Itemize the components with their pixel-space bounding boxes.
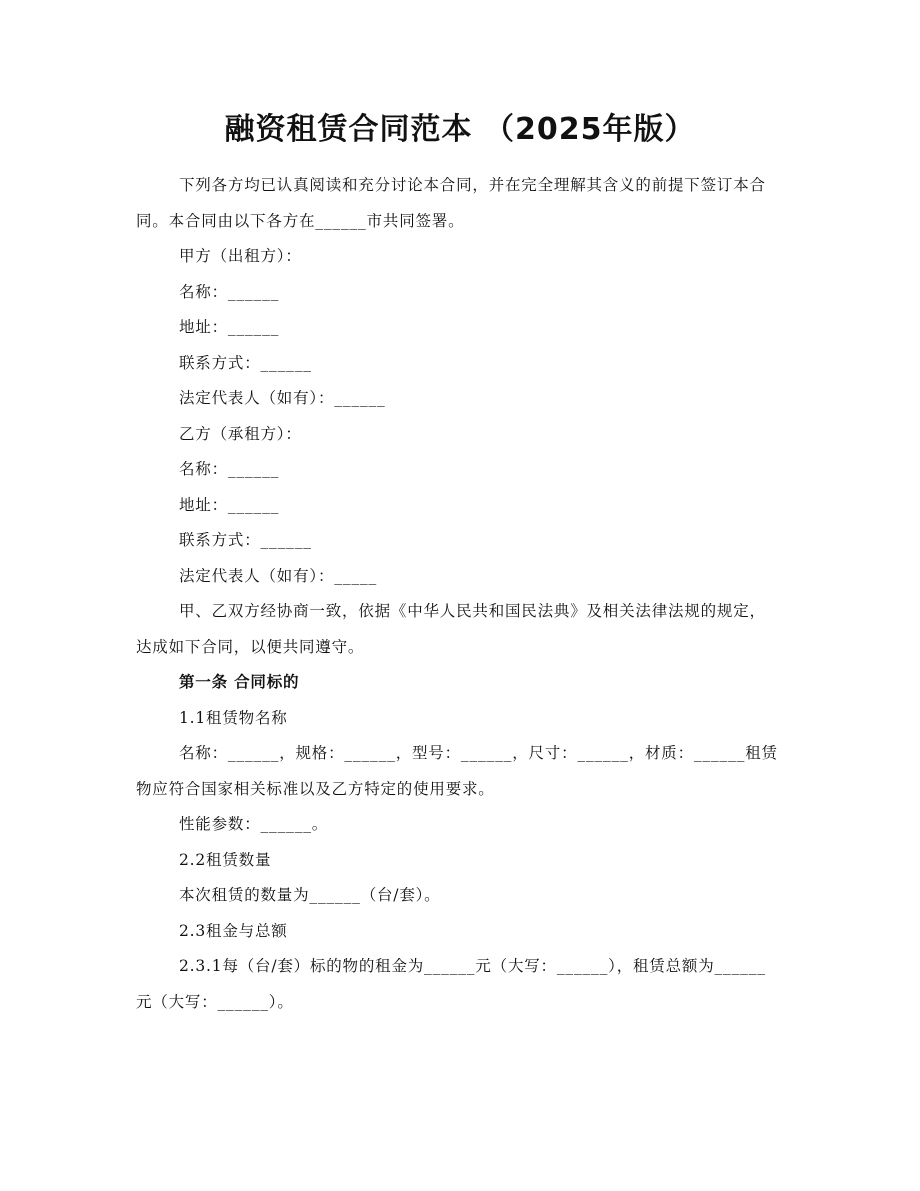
party-a-name: 名称：______ xyxy=(179,282,280,301)
document-title: 融资租赁合同范本 （2025年版） xyxy=(224,112,696,147)
party-b-representative: 法定代表人（如有）：_____ xyxy=(179,566,378,585)
party-a-representative: 法定代表人（如有）：______ xyxy=(179,389,386,407)
party-a-address: 地址：______ xyxy=(179,318,280,336)
section-2-3-heading: 2.3租金与总额 xyxy=(179,921,288,940)
section-1-1-heading: 1.1租赁物名称 xyxy=(179,708,288,727)
party-b-address: 地址：______ xyxy=(179,495,280,514)
agreement-paragraph: 甲、乙双方经协商一致，依据《中华人民共和国民法典》及相关法律法规的规定，达成如下合同，以便共同遵守。 xyxy=(136,602,766,656)
lease-item-spec-paragraph: 名称：______，规格：______，型号：______，尺寸：______，材质：______租赁物应符合国家相关标准以及乙方特定的使用要求。 xyxy=(136,744,778,798)
party-a-heading: 甲方（出租方）： xyxy=(179,247,302,265)
performance-params: 性能参数：______。 xyxy=(179,815,329,833)
party-b-contact: 联系方式：______ xyxy=(179,531,312,549)
article-1-heading: 第一条 合同标的 xyxy=(179,673,300,691)
preamble-paragraph: 下列各方均已认真阅读和充分讨论本合同，并在完全理解其含义的前提下签订本合同。本合同由以下各方在______市共同签署。 xyxy=(136,176,766,230)
party-b-name: 名称：______ xyxy=(179,460,280,478)
rent-amount-paragraph: 2.3.1每（台/套）标的物的租金为______元（大写：______），租赁总额为______元（大写：______）。 xyxy=(136,957,766,1011)
section-2-2-heading: 2.2租赁数量 xyxy=(179,850,272,869)
party-b-heading: 乙方（承租方）： xyxy=(179,424,302,443)
document-body xyxy=(136,168,778,1020)
lease-quantity: 本次租赁的数量为______（台/套）。 xyxy=(179,886,441,904)
party-a-contact: 联系方式：______ xyxy=(179,353,312,372)
